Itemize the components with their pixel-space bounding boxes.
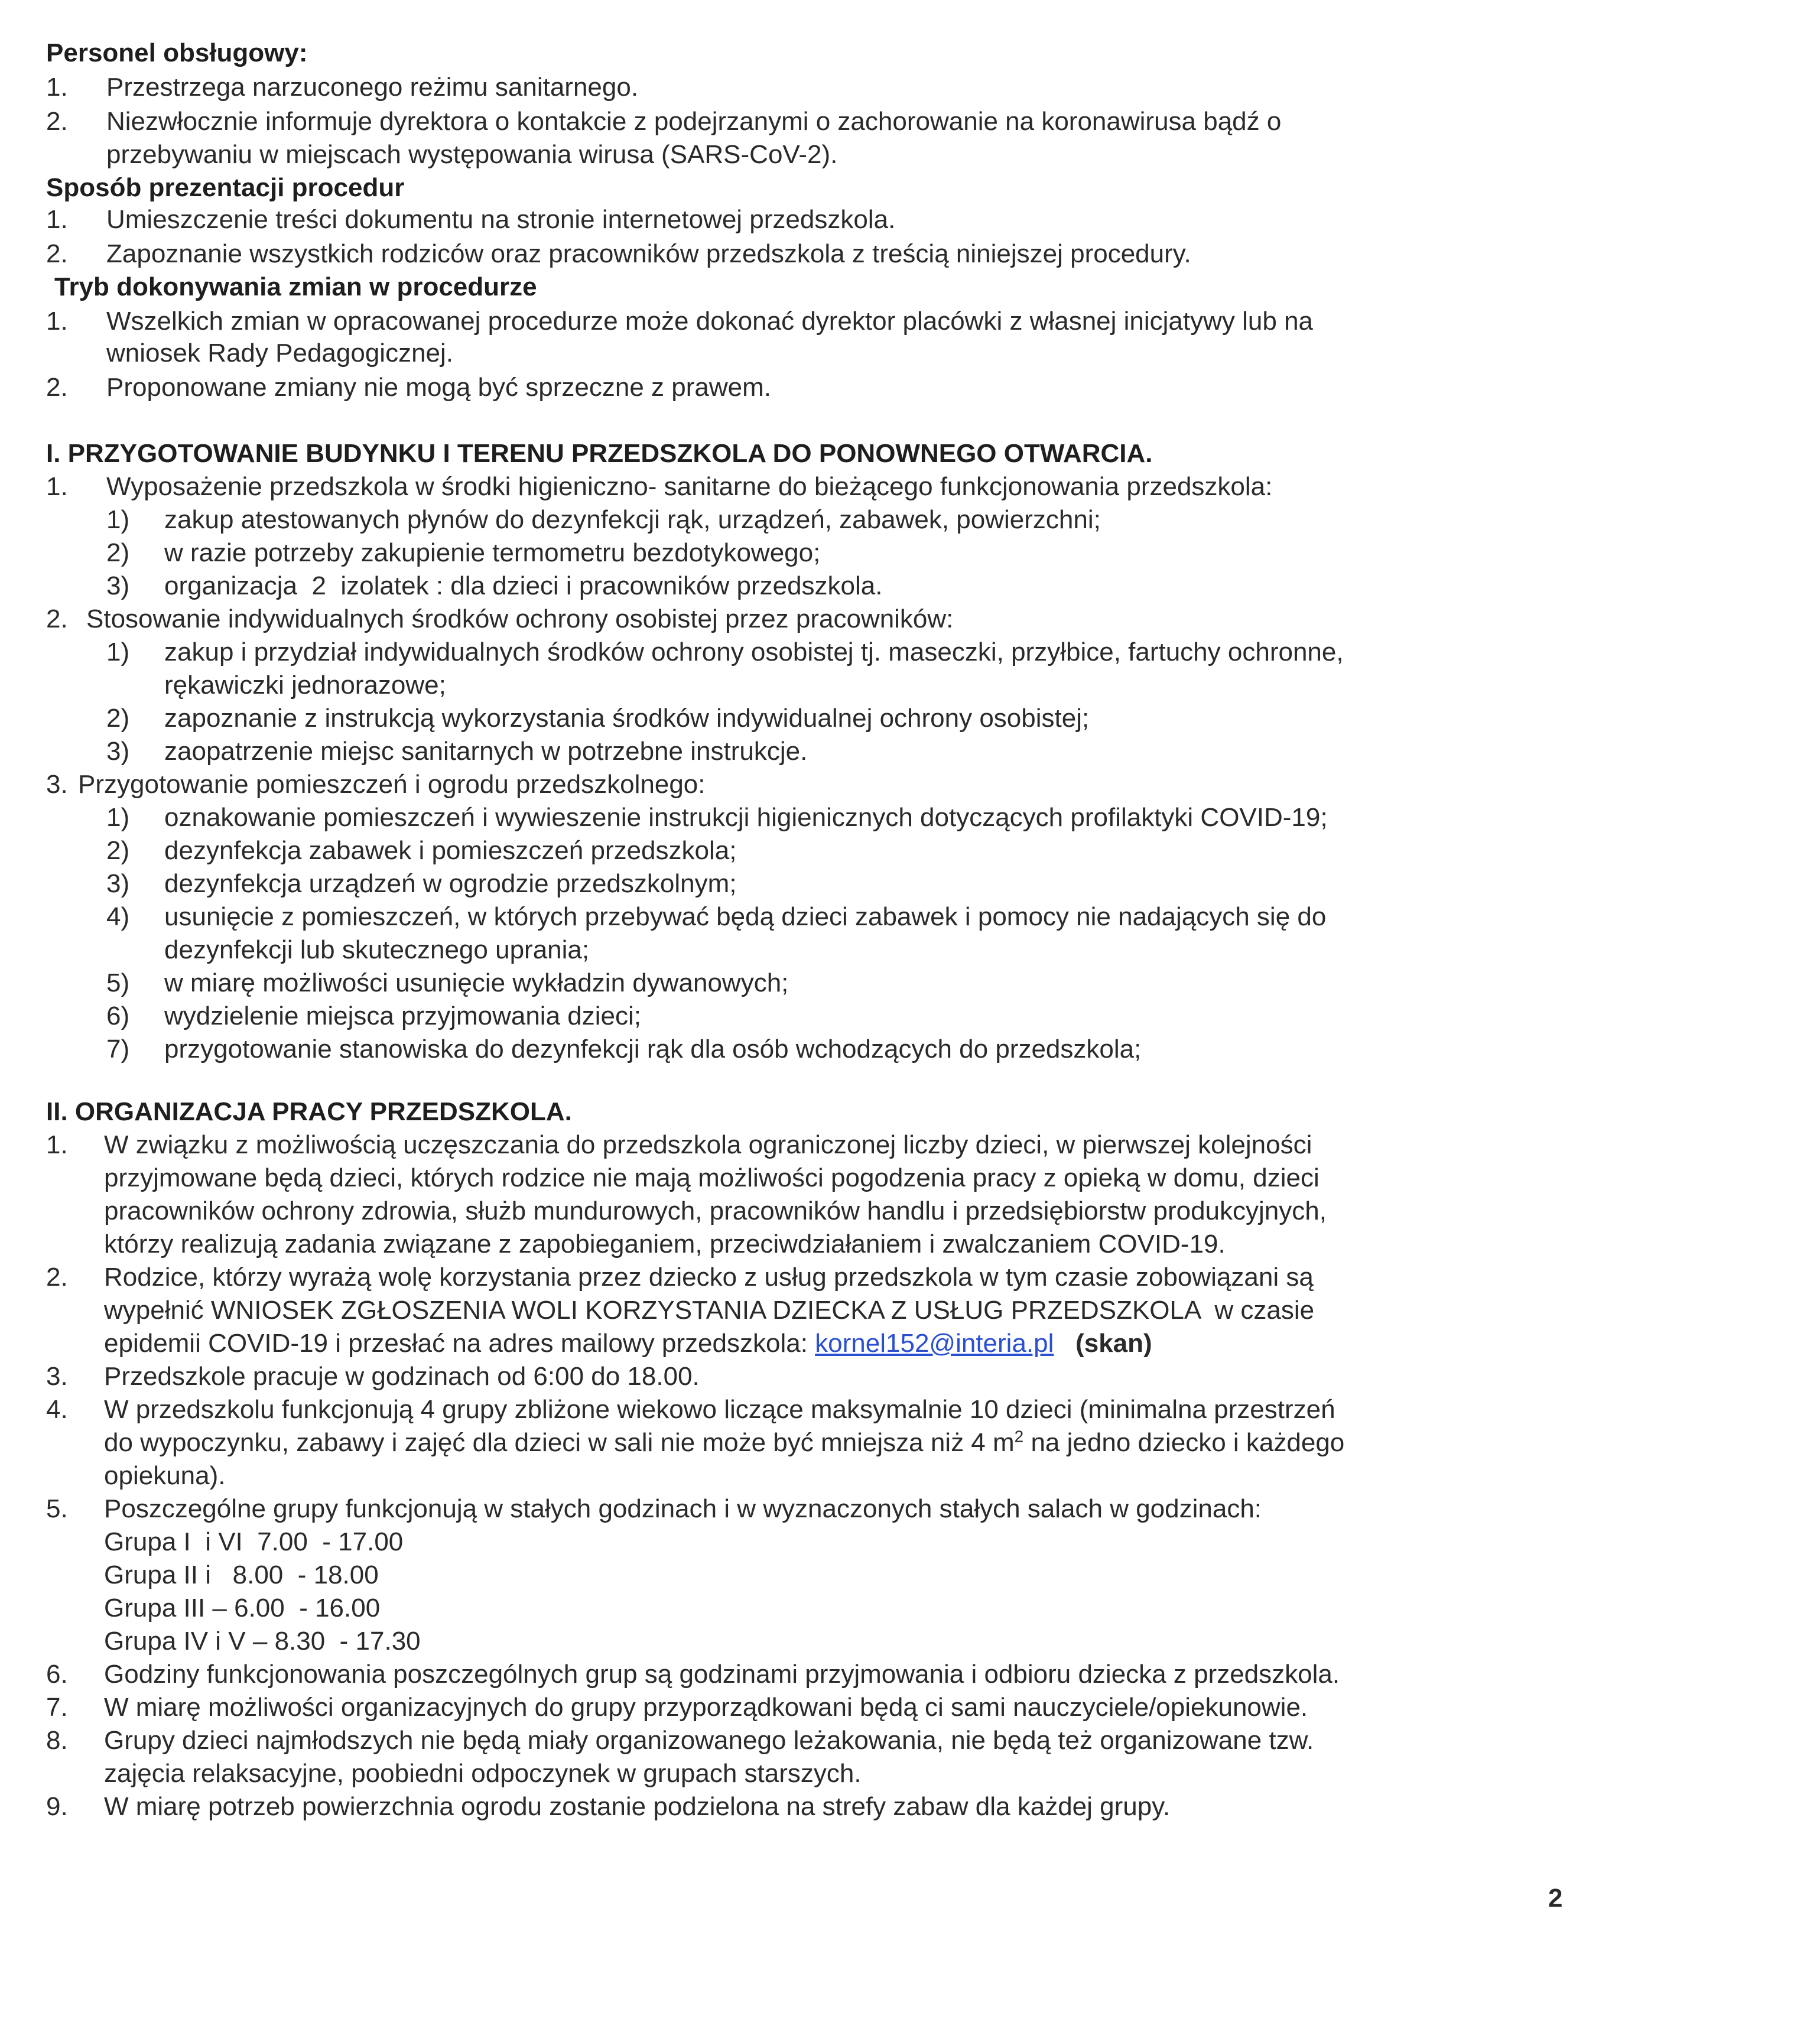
- item-number: 3.: [46, 1362, 68, 1391]
- heading-personnel: Personel obsługowy:: [46, 38, 308, 67]
- sub-number: 3): [106, 571, 130, 600]
- sub-number: 1): [106, 803, 130, 832]
- item-text: Grupa I i VI 7.00 - 17.00: [104, 1527, 404, 1556]
- item-text: Przygotowanie pomieszczeń i ogrodu przedszkolnego:: [78, 770, 706, 799]
- item-text: zajęcia relaksacyjne, poobiedni odpoczynek w grupach starszych.: [104, 1759, 862, 1788]
- item-number: 2.: [46, 373, 68, 402]
- item-text: W miarę możliwości organizacyjnych do grupy przyporządkowani będą ci sami nauczyciele/opiekunowie.: [104, 1693, 1308, 1722]
- item-number: 3.: [46, 770, 68, 799]
- sub-text: zaopatrzenie miejsc sanitarnych w potrzebne instrukcje.: [164, 737, 808, 766]
- item-number: 5.: [46, 1494, 68, 1523]
- item-text: przebywaniu w miejscach występowania wirusa (SARS-CoV-2).: [106, 140, 838, 169]
- sub-number: 4): [106, 902, 130, 931]
- sub-text: zakup i przydział indywidualnych środków ochrony osobistej tj. maseczki, przyłbice, fartuchy ochronne,: [164, 638, 1344, 666]
- sub-number: 2): [106, 836, 130, 865]
- item-number: 1.: [46, 205, 68, 234]
- item-text: Wyposażenie przedszkola w środki higieniczno- sanitarne do bieżącego funkcjonowania przedszkola:: [106, 472, 1273, 501]
- item-number: 9.: [46, 1792, 68, 1821]
- sub-text: w razie potrzeby zakupienie termometru bezdotykowego;: [164, 538, 821, 567]
- sub-text: usunięcie z pomieszczeń, w których przebywać będą dzieci zabawek i pomocy nie nadających się do: [164, 902, 1327, 931]
- item-text: Grupa III – 6.00 - 16.00: [104, 1594, 381, 1622]
- item-text: Niezwłocznie informuje dyrektora o kontakcie z podejrzanymi o zachorowanie na koronawirusa bądź o: [106, 107, 1282, 136]
- sub-text: oznakowanie pomieszczeń i wywieszenie instrukcji higienicznych dotyczących profilaktyki COVID-19;: [164, 803, 1328, 832]
- item-text: którzy realizują zadania związane z zapobieganiem, przeciwdziałaniem i zwalczaniem COVID-19.: [104, 1230, 1226, 1259]
- item-text: na jedno dziecko i każdego: [1023, 1428, 1345, 1457]
- page-number: 2: [1548, 1884, 1563, 1913]
- item-text: Przestrzega narzuconego reżimu sanitarnego.: [106, 73, 639, 102]
- item-text-line: [104, 1327, 1152, 1360]
- item-text: Zapoznanie wszystkich rodziców oraz pracowników przedszkola z treścią niniejszej procedury.: [106, 239, 1191, 268]
- sub-number: 7): [106, 1035, 130, 1064]
- item-text: W przedszkolu funkcjonują 4 grupy zbliżone wiekowo liczące maksymalnie 10 dzieci (minimalna przestrzeń: [104, 1395, 1335, 1424]
- sub-number: 3): [106, 869, 130, 898]
- heading-changes: Tryb dokonywania zmian w procedurze: [54, 272, 537, 301]
- item-number: 1.: [46, 307, 68, 336]
- item-number: 2.: [46, 1263, 68, 1292]
- item-text: przyjmowane będą dzieci, których rodzice nie mają możliwości pogodzenia pracy z opieką w domu, dzieci: [104, 1163, 1320, 1192]
- item-text: wypełnić WNIOSEK ZGŁOSZENIA WOLI KORZYSTANIA DZIECKA Z USŁUG PRZEDSZKOLA w czasie: [104, 1296, 1315, 1325]
- item-number: 6.: [46, 1660, 68, 1689]
- item-number: 1.: [46, 73, 68, 102]
- heading-section-2: II. ORGANIZACJA PRACY PRZEDSZKOLA.: [46, 1097, 572, 1126]
- sub-text: przygotowanie stanowiska do dezynfekcji rąk dla osób wchodzących do przedszkola;: [164, 1035, 1142, 1064]
- item-text: opiekuna).: [104, 1461, 226, 1490]
- item-number: 8.: [46, 1726, 68, 1755]
- item-number: 2.: [46, 107, 68, 136]
- item-number: 7.: [46, 1693, 68, 1722]
- item-text: Grupa IV i V – 8.30 - 17.30: [104, 1627, 421, 1656]
- scan-note: (skan): [1075, 1329, 1152, 1358]
- item-number: 1.: [46, 472, 68, 501]
- item-text: Godziny funkcjonowania poszczególnych grup są godzinami przyjmowania i odbioru dziecka z przedszkola.: [104, 1660, 1340, 1689]
- sub-text: zapoznanie z instrukcją wykorzystania środków indywidualnej ochrony osobistej;: [164, 704, 1090, 733]
- sub-number: 3): [106, 737, 130, 766]
- heading-presentation: Sposób prezentacji procedur: [46, 173, 405, 202]
- sub-text: organizacja 2 izolatek : dla dzieci i pracowników przedszkola.: [164, 571, 883, 600]
- item-number: 1.: [46, 1130, 68, 1159]
- superscript: 2: [1014, 1427, 1024, 1446]
- item-number: 2.: [46, 604, 68, 633]
- item-text: epidemii COVID-19 i przesłać na adres mailowy przedszkola:: [104, 1329, 815, 1358]
- item-text: Grupy dzieci najmłodszych nie będą miały organizowanego leżakowania, nie będą też organizowane tzw.: [104, 1726, 1314, 1755]
- item-number: 2.: [46, 239, 68, 268]
- sub-text: rękawiczki jednorazowe;: [164, 671, 446, 700]
- sub-number: 2): [106, 538, 130, 567]
- item-text: Umieszczenie treści dokumentu na stronie internetowej przedszkola.: [106, 205, 896, 234]
- item-text: W miarę potrzeb powierzchnia ogrodu zostanie podzielona na strefy zabaw dla każdej grupy.: [104, 1792, 1171, 1821]
- email-link[interactable]: kornel152@interia.pl: [815, 1329, 1054, 1358]
- item-text: Rodzice, którzy wyrażą wolę korzystania przez dziecko z usług przedszkola w tym czasie zobowiązani są: [104, 1263, 1314, 1292]
- item-text: Poszczególne grupy funkcjonują w stałych godzinach i w wyznaczonych stałych salach w godzinach:: [104, 1494, 1262, 1523]
- sub-text: zakup atestowanych płynów do dezynfekcji rąk, urządzeń, zabawek, powierzchni;: [164, 505, 1101, 534]
- sub-text: wydzielenie miejsca przyjmowania dzieci;: [164, 1002, 641, 1030]
- item-text: W związku z możliwością uczęszczania do przedszkola ograniczonej liczby dzieci, w pierwszej kolejności: [104, 1130, 1312, 1159]
- item-text: Przedszkole pracuje w godzinach od 6:00 do 18.00.: [104, 1362, 700, 1391]
- sub-number: 2): [106, 704, 130, 733]
- sub-number: 1): [106, 505, 130, 534]
- sub-number: 6): [106, 1002, 130, 1030]
- item-text: wniosek Rady Pedagogicznej.: [106, 339, 454, 368]
- heading-section-1: I. PRZYGOTOWANIE BUDYNKU I TERENU PRZEDSZKOLA DO PONOWNEGO OTWARCIA.: [46, 439, 1153, 468]
- sub-text: dezynfekcja urządzeń w ogrodzie przedszkolnym;: [164, 869, 737, 898]
- item-text: Stosowanie indywidualnych środków ochrony osobistej przez pracowników:: [86, 604, 954, 633]
- sub-number: 1): [106, 638, 130, 666]
- sub-text: dezynfekcji lub skutecznego uprania;: [164, 935, 590, 964]
- item-text: pracowników ochrony zdrowia, służb mundurowych, pracowników handlu i przedsiębiorstw produkcyjnych,: [104, 1196, 1327, 1225]
- item-text: Grupa II i 8.00 - 18.00: [104, 1560, 379, 1589]
- sub-text: dezynfekcja zabawek i pomieszczeń przedszkola;: [164, 836, 737, 865]
- item-text: Wszelkich zmian w opracowanej procedurze może dokonać dyrektor placówki z własnej inicjatywy lub na: [106, 307, 1314, 336]
- item-text: do wypoczynku, zabawy i zajęć dla dzieci w sali nie może być mniejsza niż 4 m: [104, 1428, 1015, 1457]
- item-text-line: [104, 1426, 1344, 1459]
- sub-text: w miarę możliwości usunięcie wykładzin dywanowych;: [164, 968, 789, 997]
- item-number: 4.: [46, 1395, 68, 1424]
- sub-number: 5): [106, 968, 130, 997]
- item-text: Proponowane zmiany nie mogą być sprzeczne z prawem.: [106, 373, 771, 402]
